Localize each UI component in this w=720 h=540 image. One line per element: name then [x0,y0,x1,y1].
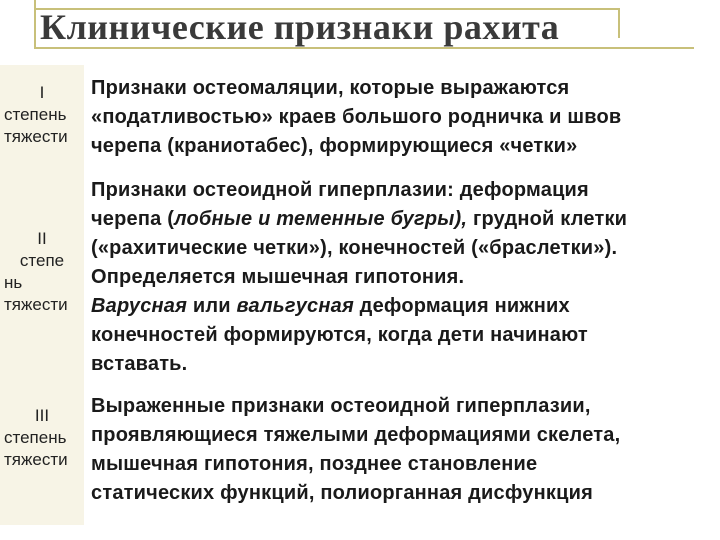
degree-3-label [0,405,84,471]
description-line: («рахитические четки»), конечностей («браслетки»). [91,237,618,259]
degree-2-numeral: II [37,229,47,248]
degree-1-word: тяжести [4,127,68,146]
degree-1-description [91,74,716,161]
degree-3-description [91,392,716,508]
description-line [91,205,716,234]
description-italic-fragment: лобные и теменные бугры), [174,208,468,230]
degree-2-description [91,176,716,379]
degree-2-label [0,228,84,316]
description-line: черепа (краниотабес), формирующиеся «четки» [91,135,578,157]
description-line: Признаки остеомаляции, которые выражаются [91,77,570,99]
degree-3-numeral: III [34,406,50,425]
description-fragment: черепа ( [91,208,175,230]
degree-1-word: степень [4,105,67,124]
degree-3-word: степень [4,428,67,447]
description-line: Выраженные признаки остеоидной гиперплазии, [91,395,591,417]
description-line [91,292,716,321]
description-line: конечностей формируются, когда дети начинают [91,324,588,346]
slide-title: Клинические признаки рахита [40,7,560,47]
description-italic-fragment: вальгусная [236,295,354,317]
description-line: Признаки остеоидной гиперплазии: деформация [91,179,589,201]
frame-line-right [618,8,620,38]
degree-3-word: тяжести [4,450,68,469]
description-line: проявляющиеся тяжелыми деформациями скелета, [91,424,621,446]
description-line: вставать. [91,353,188,375]
description-line: «податливостью» краев большого родничка и швов [91,106,622,128]
description-italic-fragment: Варусная [91,295,188,317]
degree-2-word: тяжести [4,295,68,314]
description-fragment: деформация нижних [353,295,570,317]
description-fragment: грудной клетки [467,208,628,230]
description-line: Определяется мышечная гипотония. [91,266,465,288]
degree-1-label [0,82,84,148]
description-line: мышечная гипотония, позднее становление [91,453,538,475]
description-fragment: или [187,295,237,317]
degree-2-word: степе [19,251,65,270]
degree-2-word: нь [4,273,23,292]
description-line: статических функций, полиорганная дисфункция [91,482,593,504]
degree-1-numeral: I [39,83,45,102]
